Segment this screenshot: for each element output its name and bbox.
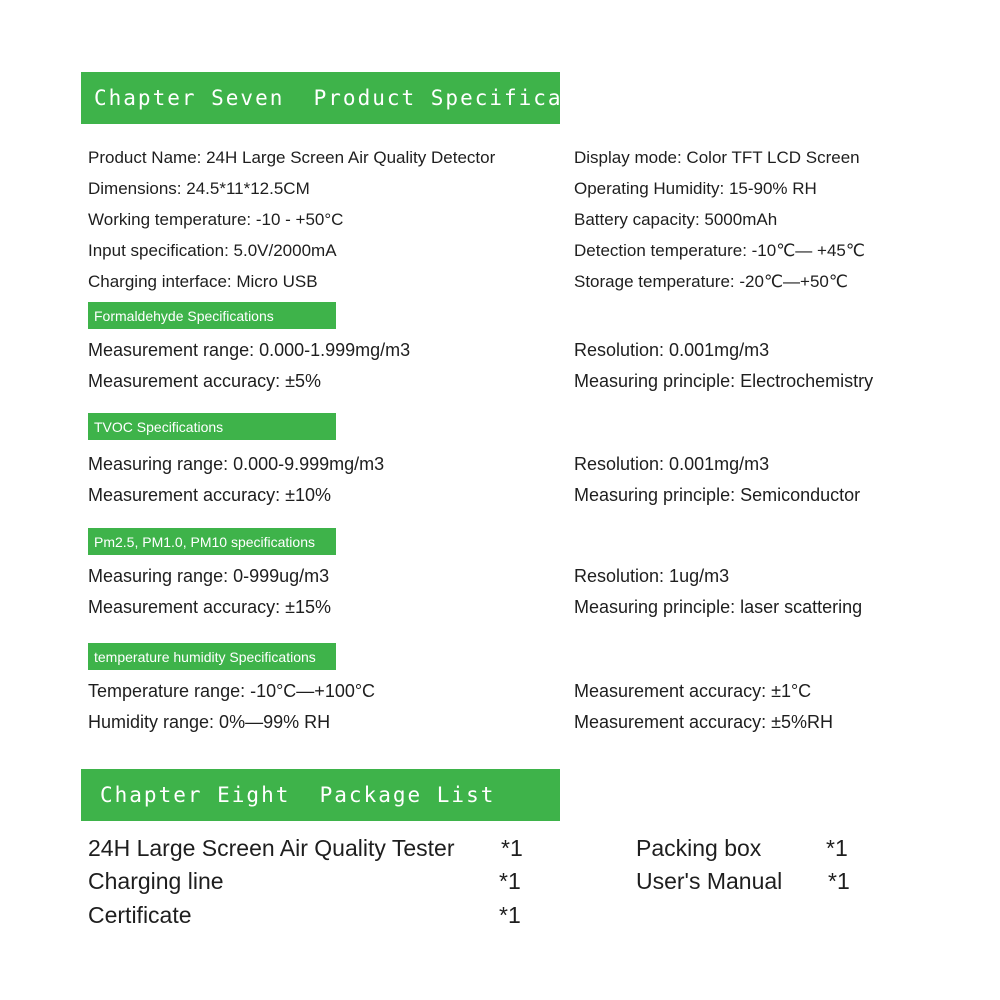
package-item-qty: *1 (499, 902, 521, 928)
temperature-humidity-heading: temperature humidity Specifications (88, 643, 336, 670)
package-item-name: Packing box (636, 835, 762, 861)
pm-range: Measuring range: 0-999ug/m3 (88, 566, 330, 586)
pm-principle: Measuring principle: laser scattering (574, 597, 863, 617)
package-item-name: User's Manual (636, 868, 783, 894)
spec-display-mode: Display mode: Color TFT LCD Screen (574, 148, 860, 167)
pm-accuracy: Measurement accuracy: ±15% (88, 597, 331, 617)
spec-charging-interface: Charging interface: Micro USB (88, 272, 318, 291)
spec-storage-temperature: Storage temperature: -20℃—+50℃ (574, 272, 848, 291)
package-item-qty: *1 (826, 835, 848, 861)
formaldehyde-accuracy: Measurement accuracy: ±5% (88, 371, 321, 391)
tvoc-principle: Measuring principle: Semiconductor (574, 485, 861, 505)
pm-resolution: Resolution: 1ug/m3 (574, 566, 730, 586)
spec-detection-temperature: Detection temperature: -10℃— +45℃ (574, 241, 865, 260)
formaldehyde-range: Measurement range: 0.000-1.999mg/m3 (88, 340, 411, 360)
tvoc-accuracy: Measurement accuracy: ±10% (88, 485, 331, 505)
spec-working-temperature: Working temperature: -10 - +50°C (88, 210, 344, 229)
package-item-name: 24H Large Screen Air Quality Tester (88, 835, 455, 861)
temperature-accuracy: Measurement accuracy: ±1°C (574, 681, 812, 701)
package-item-name: Certificate (88, 902, 192, 928)
package-item-name: Charging line (88, 868, 224, 894)
pm-heading: Pm2.5, PM1.0, PM10 specifications (88, 528, 336, 555)
package-item-qty: *1 (501, 835, 523, 861)
spec-input: Input specification: 5.0V/2000mA (88, 241, 337, 260)
chapter-eight-heading: Chapter Eight Package List (81, 769, 560, 821)
chapter-seven-heading: Chapter Seven Product Specification (81, 72, 560, 124)
tvoc-heading: TVOC Specifications (88, 413, 336, 440)
formaldehyde-resolution: Resolution: 0.001mg/m3 (574, 340, 770, 360)
formaldehyde-heading: Formaldehyde Specifications (88, 302, 336, 329)
humidity-accuracy: Measurement accuracy: ±5%RH (574, 712, 833, 732)
temperature-range: Temperature range: -10°C—+100°C (88, 681, 376, 701)
formaldehyde-principle: Measuring principle: Electrochemistry (574, 371, 874, 391)
spec-dimensions: Dimensions: 24.5*11*12.5CM (88, 179, 310, 198)
spec-product-name: Product Name: 24H Large Screen Air Quality Detector (88, 148, 496, 167)
spec-battery-capacity: Battery capacity: 5000mAh (574, 210, 778, 229)
tvoc-range: Measuring range: 0.000-9.999mg/m3 (88, 454, 385, 474)
humidity-range: Humidity range: 0%—99% RH (88, 712, 331, 732)
package-item-qty: *1 (828, 868, 850, 894)
tvoc-resolution: Resolution: 0.001mg/m3 (574, 454, 770, 474)
package-item-qty: *1 (499, 868, 521, 894)
spec-operating-humidity: Operating Humidity: 15-90% RH (574, 179, 817, 198)
